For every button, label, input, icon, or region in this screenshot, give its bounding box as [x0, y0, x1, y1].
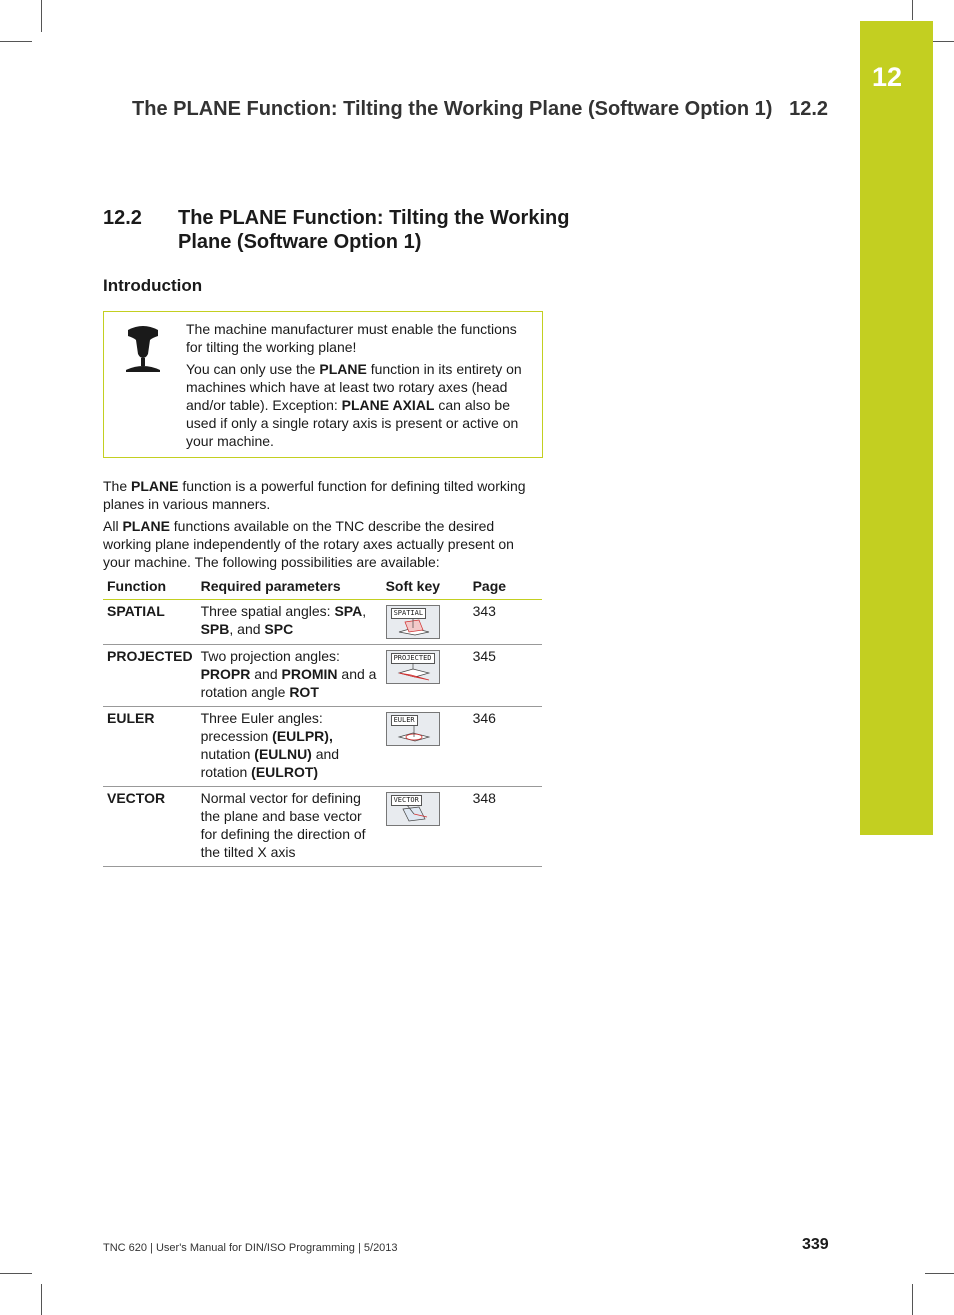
machine-manufacturer-icon [124, 324, 162, 376]
softkey-spatial-button[interactable] [386, 605, 440, 639]
chapter-tab [860, 21, 933, 835]
required-parameters: Normal vector for defining the plane and base vector for defining the direction of the tilted X axis [197, 787, 382, 867]
note-box [103, 311, 543, 458]
softkey-label: PROJECTED [391, 653, 435, 664]
softkey-cell [382, 707, 469, 787]
section-title-text: The PLANE Function: Tilting the Working Plane (Software Option 1) [178, 207, 570, 253]
required-parameters: Two projection angles: PROPR and PROMIN and a rotation angle ROT [197, 645, 382, 707]
column-header: Function [103, 575, 197, 600]
plane-diagram-icon [395, 663, 433, 681]
footer-text: TNC 620 | User's Manual for DIN/ISO Programming | 5/2013 [103, 1242, 398, 1254]
body-paragraph: All PLANE functions available on the TNC describe the desired working plane independently of the rotary axes actually present on your machine. The following possibilities are available: [103, 518, 514, 570]
required-parameters: Three Euler angles: precession (EULPR), nutation (EULNU) and rotation (EULROT) [197, 707, 382, 787]
function-name: VECTOR [103, 787, 197, 867]
body-text [103, 477, 543, 575]
plane-diagram-icon [395, 805, 433, 823]
function-name: SPATIAL [103, 600, 197, 645]
softkey-cell [382, 600, 469, 645]
softkey-euler-button[interactable] [386, 712, 440, 746]
softkey-label: VECTOR [391, 795, 422, 806]
softkey-cell [382, 787, 469, 867]
plane-diagram-icon [395, 725, 433, 743]
crop-mark [0, 1273, 32, 1274]
page-number: 339 [802, 1236, 829, 1253]
body-paragraph: The PLANE function is a powerful function for defining tilted working planes in various manners. [103, 478, 526, 512]
page-ref: 343 [469, 600, 542, 645]
subheading: Introduction [103, 276, 203, 295]
page-ref: 348 [469, 787, 542, 867]
note-paragraph: The machine manufacturer must enable the functions for tilting the working plane! [186, 321, 517, 355]
softkey-label: EULER [391, 715, 418, 726]
required-parameters: Three spatial angles: SPA, SPB, and SPC [197, 600, 382, 645]
function-name: PROJECTED [103, 645, 197, 707]
table-row [103, 600, 542, 645]
table-row [103, 787, 542, 867]
page-ref: 345 [469, 645, 542, 707]
plane-diagram-icon [395, 618, 433, 636]
note-paragraph: You can only use the PLANE function in its entirety on machines which have at least two rotary axes (head and/or table). Exception: PLANE AXIAL can also be used if only a single rotary axis is present or active on your machine. [186, 361, 522, 449]
crop-mark [912, 0, 913, 20]
crop-mark [0, 41, 32, 42]
softkey-label: SPATIAL [391, 608, 427, 619]
table-row [103, 707, 542, 787]
page-ref: 346 [469, 707, 542, 787]
functions-table [103, 575, 542, 867]
chapter-tab-number: 12 [872, 62, 903, 92]
softkey-vector-button[interactable] [386, 792, 440, 826]
section-number: 12.2 [103, 207, 142, 229]
function-name: EULER [103, 707, 197, 787]
column-header: Soft key [382, 575, 469, 600]
crop-mark [912, 1284, 913, 1315]
running-head: The PLANE Function: Tilting the Working Plane (Software Option 1) 12.2 [132, 98, 828, 120]
column-header: Required parameters [197, 575, 382, 600]
table-header-row [103, 575, 542, 600]
crop-mark [41, 1284, 42, 1315]
crop-mark [925, 1273, 954, 1274]
note-text [186, 320, 531, 454]
crop-mark [41, 0, 42, 32]
table-row [103, 645, 542, 707]
softkey-projected-button[interactable] [386, 650, 440, 684]
softkey-cell [382, 645, 469, 707]
column-header: Page [469, 575, 542, 600]
